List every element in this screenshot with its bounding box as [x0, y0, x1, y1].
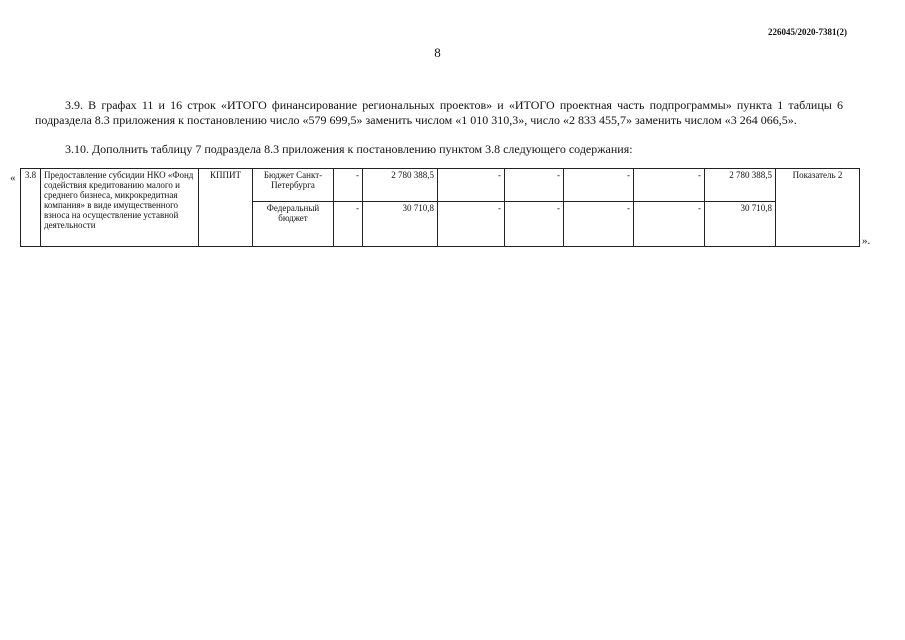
- amendment-table: [20, 168, 860, 247]
- page-number: 8: [434, 45, 441, 60]
- paragraph-3-10: 3.10. Дополнить таблицу 7 подраздела 8.3 приложения к постановлению пунктом 3.8 следующего содержания:: [65, 142, 633, 156]
- value-cell: 30 710,8: [363, 202, 438, 247]
- total-value-cell: 2 780 388,5: [705, 169, 776, 202]
- value-cell: -: [334, 202, 363, 247]
- closing-quote: ».: [862, 235, 871, 247]
- value-cell: -: [564, 202, 634, 247]
- description-cell: Предоставление субсидии НКО «Фонд содействия кредитованию малого и среднего бизнеса, микрокредитная компания» в виде имущественного взноса на осуществление уставной деятельности: [41, 169, 199, 247]
- document-id: 226045/2020-7381(2): [768, 27, 847, 37]
- opening-quote: «: [10, 172, 16, 184]
- paragraph-3-9-text: 3.9. В графах 11 и 16 строк «ИТОГО финансирование региональных проектов» и «ИТОГО проектная часть подпрограммы» пункта 1 таблицы 6 подраздела 8.3 приложения к постановлению число «579 699,5» заменить числом «1 010 310,3», число «2 833 455,7» заменить числом «3 264 066,5».: [35, 98, 843, 127]
- table-row: [21, 169, 860, 202]
- indicator-cell: Показатель 2: [776, 169, 860, 247]
- value-cell: -: [505, 202, 564, 247]
- funding-source-cell: Федеральный бюджет: [253, 202, 334, 247]
- value-cell: 2 780 388,5: [363, 169, 438, 202]
- value-cell: -: [505, 169, 564, 202]
- paragraph-3-9: [35, 98, 843, 128]
- total-value-cell: 30 710,8: [705, 202, 776, 247]
- item-number-cell: 3.8: [21, 169, 41, 247]
- value-cell: -: [334, 169, 363, 202]
- value-cell: -: [564, 169, 634, 202]
- value-cell: -: [634, 202, 705, 247]
- value-cell: -: [438, 202, 505, 247]
- value-cell: -: [438, 169, 505, 202]
- executor-cell: КППИТ: [199, 169, 253, 247]
- value-cell: -: [634, 169, 705, 202]
- funding-source-cell: Бюджет Санкт-Петербурга: [253, 169, 334, 202]
